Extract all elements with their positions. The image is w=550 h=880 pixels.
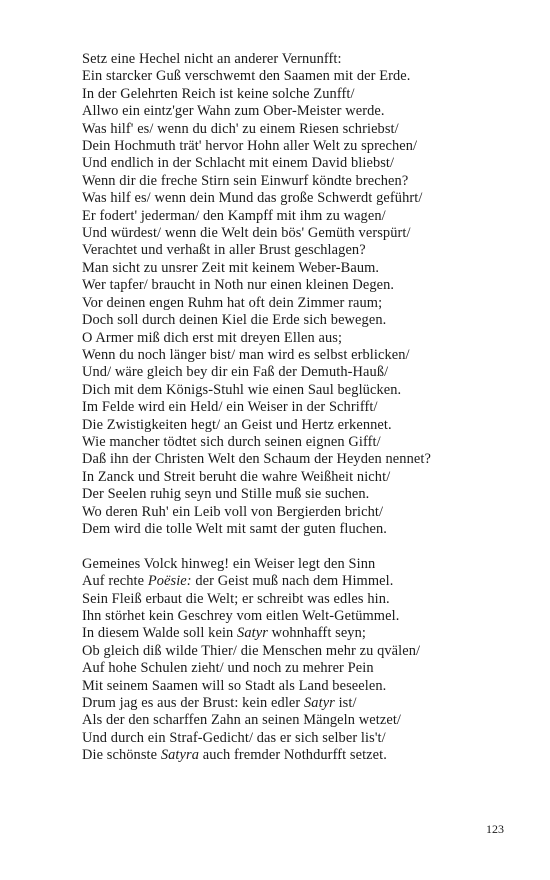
line-text: Gemeines Volck hinweg! ein Weiser legt den Sinn: [82, 555, 376, 572]
poem-line: [82, 242, 522, 259]
line-text: Und/ wäre gleich bey dir ein Faß der Demuth-Hauß/: [82, 364, 389, 381]
line-text: Ob gleich diß wilde Thier/ die Menschen mehr zu qvälen/: [82, 642, 421, 659]
line-text: Im Felde wird ein Held/ ein Weiser in der Schrifft/: [82, 399, 378, 416]
poem-line: [82, 747, 522, 764]
line-text: Allwo ein eintz'ger Wahn zum Ober-Meister werde.: [82, 103, 385, 120]
poem-line: [82, 486, 522, 503]
poem-line: [82, 225, 522, 242]
line-text: Doch soll durch deinen Kiel die Erde sich bewegen.: [82, 312, 387, 329]
line-text: Auf rechte: [82, 573, 148, 590]
line-text: Ein starcker Guß verschwemt den Saamen mit der Erde.: [82, 68, 411, 85]
poem-line: [82, 138, 522, 155]
poem-line: [82, 173, 522, 190]
poem-line: [82, 730, 522, 747]
line-text: Setz eine Hechel nicht an anderer Vernunfft:: [82, 51, 342, 67]
line-text: Wer tapfer/ braucht in Noth nur einen kleinen Degen.: [82, 277, 395, 294]
line-text: In der Gelehrten Reich ist keine solche Zunfft/: [82, 85, 355, 102]
line-text: Und endlich in der Schlacht mit einem David bliebst/: [82, 155, 395, 172]
line-text: Wenn dir die freche Stirn sein Einwurf köndte brechen?: [82, 172, 409, 189]
poem-line: [82, 330, 522, 347]
poem-line: [82, 260, 522, 277]
poem-line: [82, 678, 522, 695]
line-text: Daß ihn der Christen Welt den Schaum der Heyden nennet?: [82, 451, 431, 468]
poem-line: [82, 103, 522, 120]
stanza: [82, 51, 522, 538]
poem-line: [82, 608, 522, 625]
line-text: Wie mancher tödtet sich durch seinen eignen Gifft/: [82, 433, 381, 450]
line-text: Wo deren Ruh' ein Leib voll von Bergierden bricht/: [82, 503, 384, 520]
poem-line: [82, 347, 522, 364]
line-text: Er fodert' jederman/ den Kampff mit ihm zu wagen/: [82, 207, 386, 224]
poem-line: [82, 712, 522, 729]
line-text: Mit seinem Saamen will so Stadt als Land beseelen.: [82, 677, 387, 694]
line-text: Was hilf' es/ wenn du dich' zu einem Riesen schriebst/: [82, 120, 399, 137]
poem-line: [82, 277, 522, 294]
poem-text: [82, 51, 522, 765]
line-text: Dein Hochmuth trät' hervor Hohn aller Welt zu sprechen/: [82, 138, 418, 155]
line-text: Man sicht zu unsrer Zeit mit keinem Weber-Baum.: [82, 259, 380, 276]
poem-line: [82, 155, 522, 172]
poem-line: [82, 68, 522, 85]
line-text: Vor deinen engen Ruhm hat oft dein Zimmer raum;: [82, 294, 383, 311]
line-text: wohnhafft seyn;: [267, 625, 366, 642]
line-text: O Armer miß dich erst mit dreyen Ellen aus;: [82, 329, 343, 346]
poem-line: [82, 86, 522, 103]
poem-line: [82, 469, 522, 486]
line-text: Drum jag es aus der Brust: kein edler: [82, 695, 304, 712]
line-text: Verachtet und verhaßt in aller Brust geschlagen?: [82, 242, 366, 259]
poem-line: [82, 295, 522, 312]
line-text: Sein Fleiß erbaut die Welt; er schreibt was edles hin.: [82, 590, 390, 607]
line-text: Die Zwistigkeiten hegt/ an Geist und Hertz erkennet.: [82, 416, 392, 433]
line-text: Und durch ein Straf-Gedicht/ das er sich selber lis't/: [82, 729, 386, 746]
poem-line: [82, 417, 522, 434]
poem-line: [82, 190, 522, 207]
italic-word: Satyr: [237, 625, 268, 642]
italic-word: Satyra: [160, 747, 200, 764]
line-text: Ihn störhet kein Geschrey vom eitlen Welt-Getümmel.: [82, 607, 400, 624]
poem-line: [82, 695, 522, 712]
poem-line: [82, 312, 522, 329]
italic-word: Poësie:: [147, 573, 192, 590]
poem-line: [82, 591, 522, 608]
poem-line: [82, 208, 522, 225]
line-text: Als der den scharffen Zahn an seinen Mängeln wetzet/: [82, 712, 402, 729]
poem-line: [82, 399, 522, 416]
poem-line: [82, 521, 522, 538]
poem-line: [82, 625, 522, 642]
line-text: der Geist muß nach dem Himmel.: [191, 573, 394, 590]
poem-line: [82, 121, 522, 138]
line-text: Auf hohe Schulen zieht/ und noch zu mehrer Pein: [82, 660, 374, 677]
line-text: Was hilf es/ wenn dein Mund das große Schwerdt geführt/: [82, 190, 423, 207]
line-text: Dich mit dem Königs-Stuhl wie einen Saul beglücken.: [82, 381, 402, 398]
poem-line: [82, 434, 522, 451]
line-text: Die schönste: [82, 747, 161, 764]
poem-line: [82, 51, 522, 68]
poem-line: [82, 364, 522, 381]
poem-line: [82, 660, 522, 677]
poem-line: [82, 573, 522, 590]
italic-word: Satyr: [304, 695, 335, 712]
poem-line: [82, 504, 522, 521]
poem-line: [82, 451, 522, 468]
line-text: In Zanck und Streit beruht die wahre Weißheit nicht/: [82, 468, 391, 485]
poem-line: [82, 643, 522, 660]
line-text: Wenn du noch länger bist/ man wird es selbst erblicken/: [82, 346, 410, 363]
line-text: Der Seelen ruhig seyn und Stille muß sie suchen.: [82, 486, 370, 503]
line-text: auch fremder Nothdurfft setzet.: [199, 747, 387, 764]
page-number: 123: [486, 822, 504, 836]
line-text: Und würdest/ wenn die Welt dein bös' Gemüth verspürt/: [82, 225, 411, 242]
line-text: Dem wird die tolle Welt mit samt der guten fluchen.: [82, 520, 388, 537]
stanza: [82, 556, 522, 765]
line-text: In diesem Walde soll kein: [82, 625, 238, 642]
line-text: ist/: [334, 695, 357, 712]
poem-line: [82, 382, 522, 399]
poem-line: [82, 556, 522, 573]
